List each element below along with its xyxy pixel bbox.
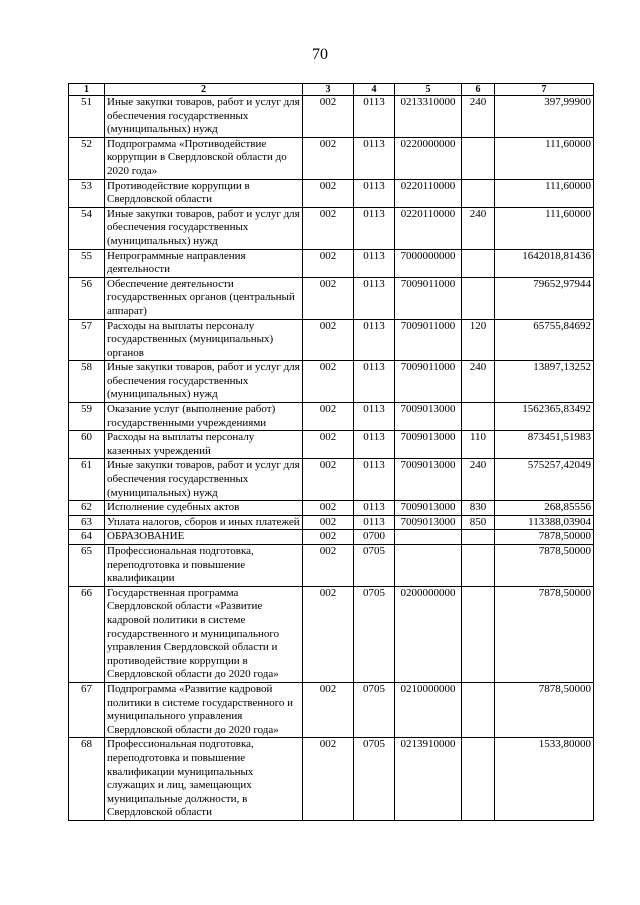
row-code-6: 240: [462, 459, 495, 501]
table-row: [69, 277, 594, 319]
row-code-4: 0705: [354, 586, 395, 682]
row-code-4: 0700: [354, 530, 395, 545]
row-code-3: 002: [303, 403, 354, 431]
budget-table: [68, 83, 594, 821]
row-code-4: 0113: [354, 515, 395, 530]
table-row: [69, 137, 594, 179]
row-code-4: 0113: [354, 207, 395, 249]
row-number: 61: [69, 459, 105, 501]
row-code-5: 7009011000: [395, 319, 462, 361]
row-name: Непрограммные направления деятельности: [105, 249, 303, 277]
row-code-6: [462, 738, 495, 821]
row-code-3: 002: [303, 682, 354, 737]
row-amount: 268,85556: [495, 501, 594, 516]
row-number: 55: [69, 249, 105, 277]
table-row: [69, 249, 594, 277]
row-amount: 575257,42049: [495, 459, 594, 501]
row-name: Оказание услуг (выполнение работ) государственными учреждениями: [105, 403, 303, 431]
row-amount: 873451,51983: [495, 431, 594, 459]
row-code-3: 002: [303, 501, 354, 516]
row-amount: 397,99900: [495, 96, 594, 138]
row-number: 57: [69, 319, 105, 361]
row-code-6: 240: [462, 207, 495, 249]
row-code-4: 0113: [354, 319, 395, 361]
row-code-3: 002: [303, 249, 354, 277]
row-code-6: [462, 545, 495, 587]
table-row: [69, 530, 594, 545]
row-code-3: 002: [303, 137, 354, 179]
row-code-4: 0113: [354, 96, 395, 138]
row-code-6: [462, 586, 495, 682]
row-code-5: [395, 545, 462, 587]
column-header-1: 1: [69, 84, 105, 96]
row-code-4: 0705: [354, 682, 395, 737]
row-amount: 7878,50000: [495, 545, 594, 587]
row-code-5: 0220000000: [395, 137, 462, 179]
row-number: 58: [69, 361, 105, 403]
row-number: 62: [69, 501, 105, 516]
table-row: [69, 682, 594, 737]
row-code-5: 7009011000: [395, 361, 462, 403]
table-row: [69, 586, 594, 682]
row-name: Уплата налогов, сборов и иных платежей: [105, 515, 303, 530]
row-code-5: 0220110000: [395, 179, 462, 207]
row-code-4: 0113: [354, 431, 395, 459]
row-code-3: 002: [303, 545, 354, 587]
table-row: [69, 501, 594, 516]
row-code-6: [462, 403, 495, 431]
column-header-3: 3: [303, 84, 354, 96]
row-name: Обеспечение деятельности государственных органов (центральный аппарат): [105, 277, 303, 319]
header-row: [69, 84, 594, 96]
table-row: [69, 431, 594, 459]
row-number: 54: [69, 207, 105, 249]
row-amount: 111,60000: [495, 179, 594, 207]
row-code-5: 0200000000: [395, 586, 462, 682]
row-name: Расходы на выплаты персоналу казенных учреждений: [105, 431, 303, 459]
row-name: Подпрограмма «Развитие кадровой политики в системе государственного и муниципального управления Свердловской области до 2020 года»: [105, 682, 303, 737]
row-number: 67: [69, 682, 105, 737]
row-code-6: 120: [462, 319, 495, 361]
row-code-4: 0113: [354, 249, 395, 277]
row-number: 68: [69, 738, 105, 821]
row-name: ОБРАЗОВАНИЕ: [105, 530, 303, 545]
row-code-3: 002: [303, 738, 354, 821]
row-code-4: 0113: [354, 137, 395, 179]
row-code-3: 002: [303, 431, 354, 459]
table-row: [69, 179, 594, 207]
row-amount: 1562365,83492: [495, 403, 594, 431]
row-number: 66: [69, 586, 105, 682]
row-code-3: 002: [303, 277, 354, 319]
row-code-4: 0705: [354, 738, 395, 821]
table-row: [69, 403, 594, 431]
row-name: Иные закупки товаров, работ и услуг для обеспечения государственных (муниципальных) нужд: [105, 459, 303, 501]
row-code-5: 7009013000: [395, 459, 462, 501]
row-code-6: [462, 179, 495, 207]
row-code-5: 7009011000: [395, 277, 462, 319]
row-code-6: [462, 530, 495, 545]
row-code-3: 002: [303, 96, 354, 138]
row-code-4: 0113: [354, 179, 395, 207]
column-header-6: 6: [462, 84, 495, 96]
row-code-4: 0113: [354, 361, 395, 403]
row-code-4: 0705: [354, 545, 395, 587]
row-name: Профессиональная подготовка, переподготовка и повышение квалификации муниципальных служащих и лиц, замещающих муниципальные должности, в Свердловской области: [105, 738, 303, 821]
row-number: 52: [69, 137, 105, 179]
row-code-3: 002: [303, 586, 354, 682]
row-code-3: 002: [303, 515, 354, 530]
row-amount: 1642018,81436: [495, 249, 594, 277]
column-header-7: 7: [495, 84, 594, 96]
row-code-4: 0113: [354, 501, 395, 516]
row-code-5: 7009013000: [395, 515, 462, 530]
row-amount: 7878,50000: [495, 682, 594, 737]
row-code-6: 830: [462, 501, 495, 516]
row-name: Иные закупки товаров, работ и услуг для обеспечения государственных (муниципальных) нужд: [105, 96, 303, 138]
row-number: 65: [69, 545, 105, 587]
row-amount: 79652,97944: [495, 277, 594, 319]
row-code-4: 0113: [354, 277, 395, 319]
row-amount: 7878,50000: [495, 586, 594, 682]
row-amount: 113388,03904: [495, 515, 594, 530]
column-header-5: 5: [395, 84, 462, 96]
row-name: Государственная программа Свердловской области «Развитие кадровой политики в системе государственного и муниципального управления Свердловской области и противодействие коррупции в Свердловской области до 2020 года»: [105, 586, 303, 682]
row-code-6: [462, 682, 495, 737]
table-row: [69, 545, 594, 587]
row-amount: 1533,80000: [495, 738, 594, 821]
table-row: [69, 459, 594, 501]
page-number: 70: [312, 46, 328, 63]
row-name: Расходы на выплаты персоналу государственных (муниципальных) органов: [105, 319, 303, 361]
row-code-5: 7000000000: [395, 249, 462, 277]
row-code-3: 002: [303, 319, 354, 361]
row-number: 63: [69, 515, 105, 530]
row-code-6: 240: [462, 361, 495, 403]
table-row: [69, 207, 594, 249]
row-code-5: 7009013000: [395, 431, 462, 459]
row-code-5: 0213910000: [395, 738, 462, 821]
row-code-3: 002: [303, 361, 354, 403]
row-number: 64: [69, 530, 105, 545]
row-code-6: [462, 277, 495, 319]
row-code-5: 7009013000: [395, 403, 462, 431]
row-number: 59: [69, 403, 105, 431]
row-code-5: 0220110000: [395, 207, 462, 249]
row-code-5: [395, 530, 462, 545]
row-number: 56: [69, 277, 105, 319]
row-code-4: 0113: [354, 403, 395, 431]
row-code-5: 7009013000: [395, 501, 462, 516]
row-code-4: 0113: [354, 459, 395, 501]
row-code-3: 002: [303, 179, 354, 207]
row-number: 51: [69, 96, 105, 138]
row-name: Иные закупки товаров, работ и услуг для обеспечения государственных (муниципальных) нужд: [105, 207, 303, 249]
row-name: Исполнение судебных актов: [105, 501, 303, 516]
row-amount: 13897,13252: [495, 361, 594, 403]
table-row: [69, 319, 594, 361]
row-name: Иные закупки товаров, работ и услуг для обеспечения государственных (муниципальных) нужд: [105, 361, 303, 403]
row-code-3: 002: [303, 207, 354, 249]
column-header-4: 4: [354, 84, 395, 96]
row-name: Противодействие коррупции в Свердловской области: [105, 179, 303, 207]
row-number: 60: [69, 431, 105, 459]
row-code-6: [462, 249, 495, 277]
row-amount: 111,60000: [495, 207, 594, 249]
table-row: [69, 738, 594, 821]
row-name: Профессиональная подготовка, переподготовка и повышение квалификации: [105, 545, 303, 587]
row-code-5: 0213310000: [395, 96, 462, 138]
row-name: Подпрограмма «Противодействие коррупции в Свердловской области до 2020 года»: [105, 137, 303, 179]
row-amount: 7878,50000: [495, 530, 594, 545]
table-row: [69, 96, 594, 138]
row-code-6: 850: [462, 515, 495, 530]
row-code-5: 0210000000: [395, 682, 462, 737]
table-row: [69, 361, 594, 403]
column-header-2: 2: [105, 84, 303, 96]
row-code-3: 002: [303, 459, 354, 501]
row-code-6: 240: [462, 96, 495, 138]
row-code-6: 110: [462, 431, 495, 459]
row-number: 53: [69, 179, 105, 207]
table-row: [69, 515, 594, 530]
row-amount: 65755,84692: [495, 319, 594, 361]
row-code-6: [462, 137, 495, 179]
row-amount: 111,60000: [495, 137, 594, 179]
row-code-3: 002: [303, 530, 354, 545]
